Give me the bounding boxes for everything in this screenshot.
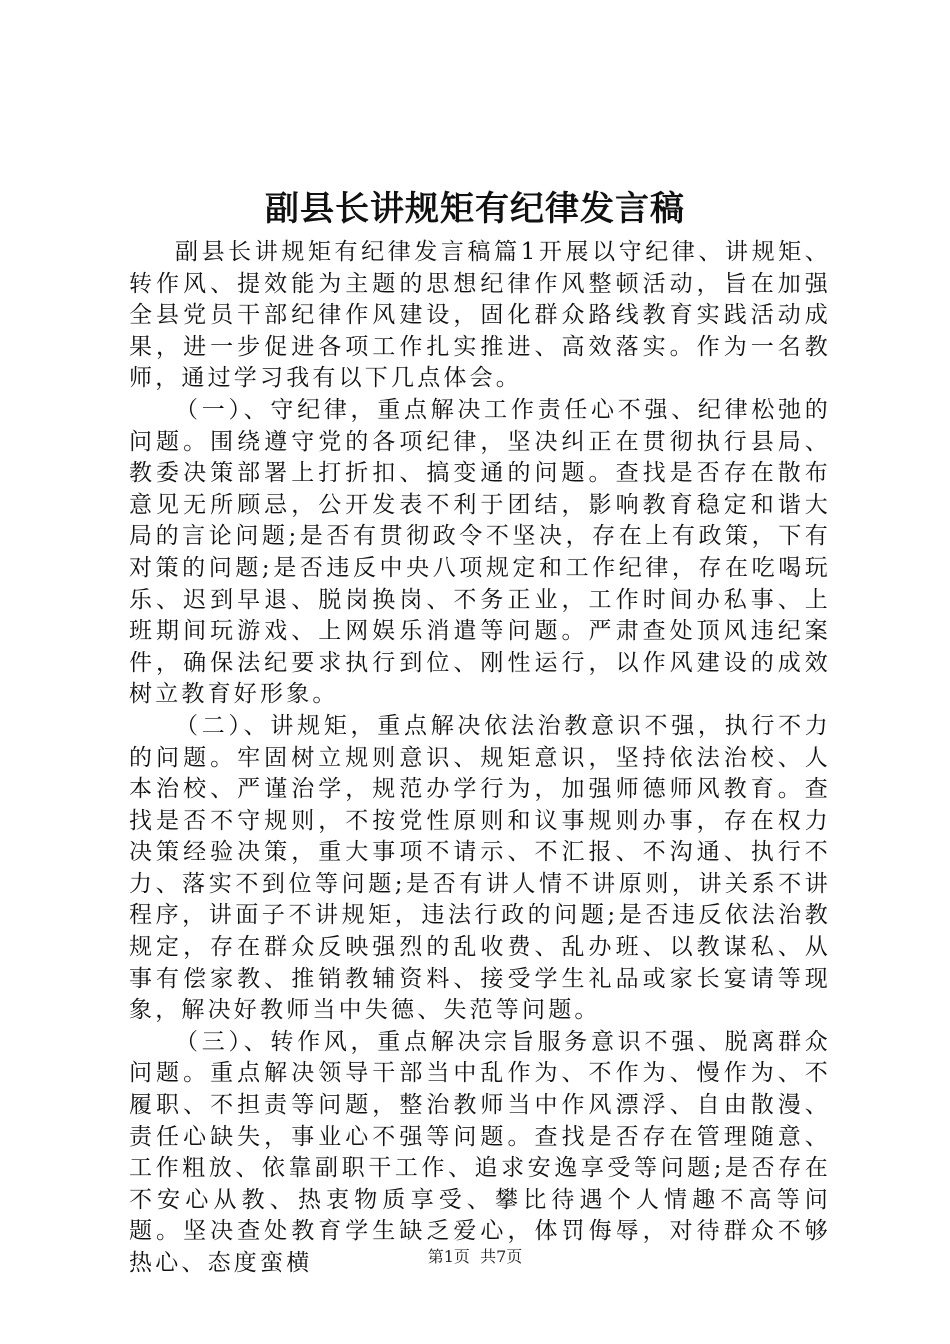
- page-number: 第1页: [427, 1247, 470, 1266]
- paragraph-intro: 副县长讲规矩有纪律发言稿篇1开展以守纪律、讲规矩、转作风、提效能为主题的思想纪律作风整顿活动，旨在加强全县党员干部纪律作风建设，固化群众路线教育实践活动成果，进一步促进各项工作扎实推进、高效落实。作为一名教师，通过学习我有以下几点体会。: [129, 239, 831, 392]
- document-title: 副县长讲规矩有纪律发言稿: [265, 189, 685, 229]
- paragraph-section-2: （二）、讲规矩，重点解决依法治教意识不强，执行不力的问题。牢固树立规则意识、规矩意识，坚持依法治校、人本治校、严谨治学，规范办学行为，加强师德师风教育。查找是否不守规则，不按党性原则和议事规则办事，存在权力决策经验决策，重大事项不请示、不汇报、不沟通、执行不力、落实不到位等问题;是否有讲人情不讲原则，讲关系不讲程序，讲面子不讲规矩，违法行政的问题;是否违反依法治教规定，存在群众反映强烈的乱收费、乱办班、以教谋私、从事有偿家教、推销教辅资料、接受学生礼品或家长宴请等现象，解决好教师当中失德、失范等问题。: [129, 712, 831, 1024]
- paragraph-section-3: （三）、转作风，重点解决宗旨服务意识不强、脱离群众问题。重点解决领导干部当中乱作为、不作为、慢作为、不履职、不担责等问题，整治教师当中作风漂浮、自由散漫、责任心缺失，事业心不强等问题。查找是否存在管理随意、工作粗放、依靠副职干工作、追求安逸享受等问题;是否存在不安心从教、热衷物质享受、攀比待遇个人情趣不高等问题。坚决查处教育学生缺乏爱心，体罚侮辱，对待群众不够热心、态度蛮横: [129, 1028, 831, 1276]
- page-footer: [0, 1246, 950, 1268]
- document-body: [129, 237, 831, 1280]
- page-total: 共7页: [480, 1247, 523, 1266]
- paragraph-section-1: （一）、守纪律，重点解决工作责任心不强、纪律松弛的问题。围绕遵守党的各项纪律，坚决纠正在贯彻执行县局、教委决策部署上打折扣、搞变通的问题。查找是否存在散布意见无所顾忌，公开发表不利于团结，影响教育稳定和谐大局的言论问题;是否有贯彻政令不坚决，存在上有政策，下有对策的问题;是否违反中央八项规定和工作纪律，存在吃喝玩乐、迟到早退、脱岗换岗、不务正业，工作时间办私事、上班期间玩游戏、上网娱乐消遣等问题。严肃查处顶风违纪案件，确保法纪要求执行到位、刚性运行，以作风建设的成效树立教育好形象。: [129, 396, 831, 708]
